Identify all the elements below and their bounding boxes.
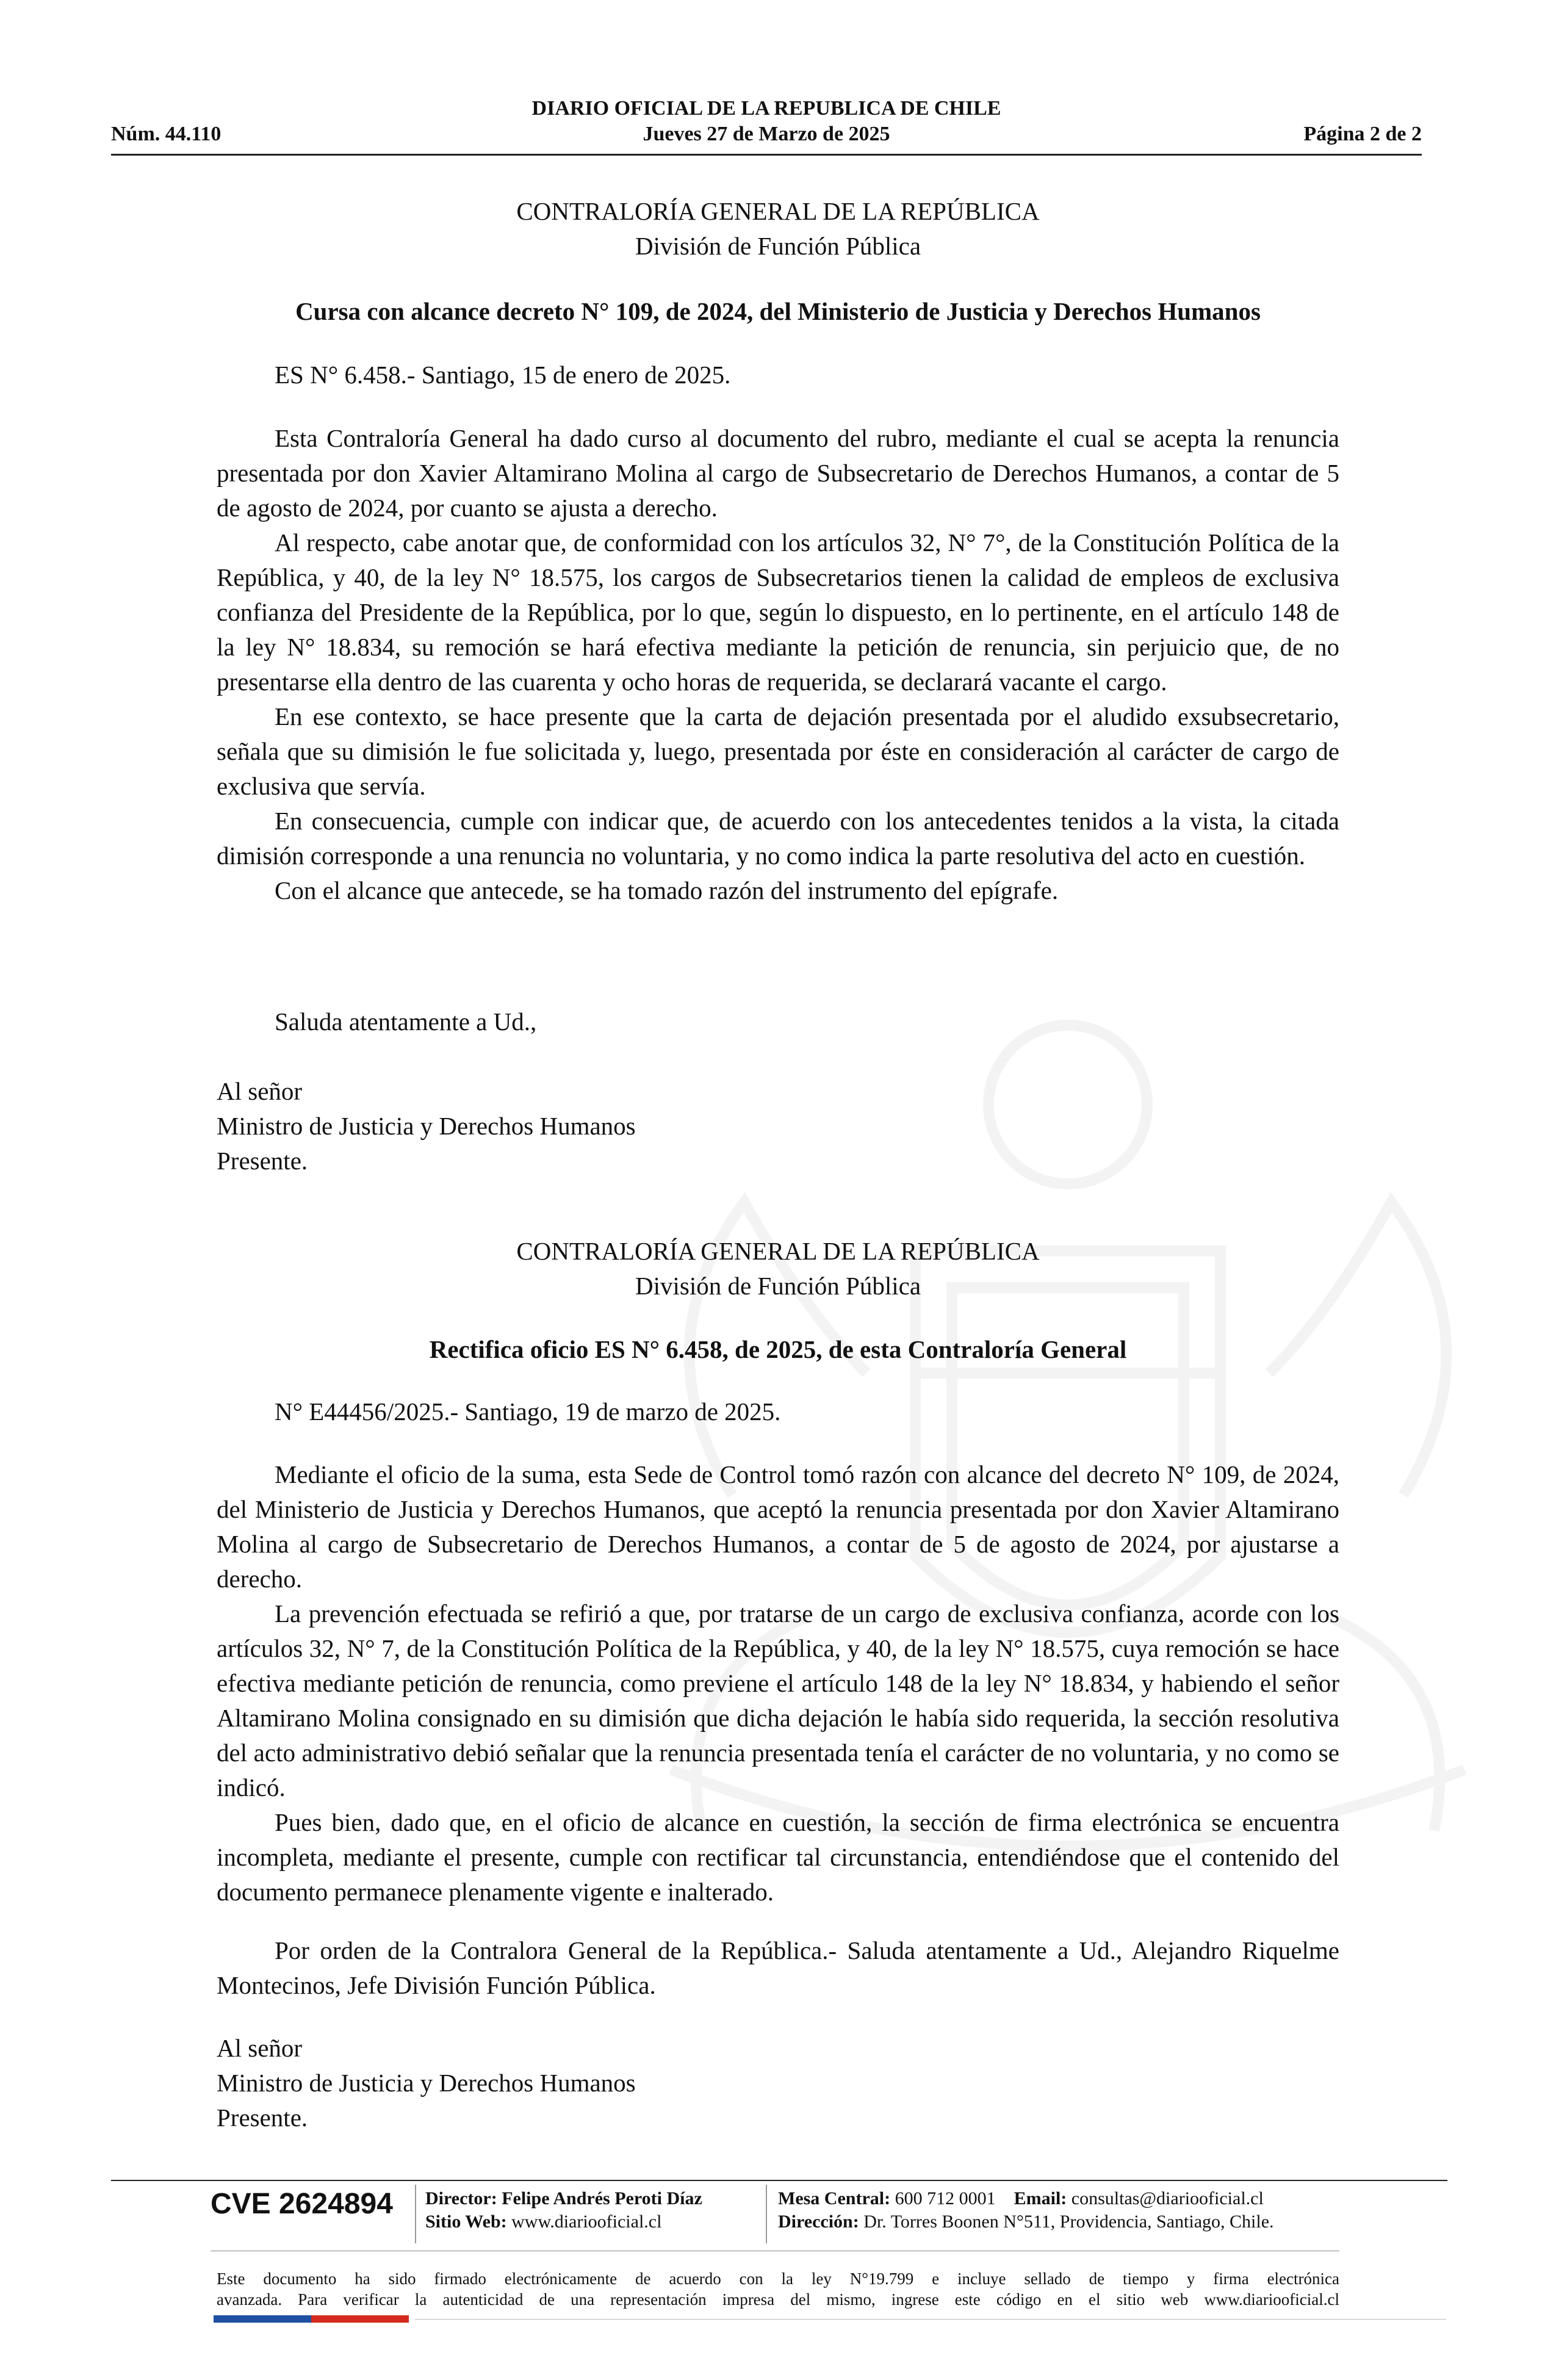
mesa-label: Mesa Central: [778,2188,891,2209]
issue-number: Núm. 44.110 [111,123,222,145]
site-link[interactable]: www.diariooficial.cl [511,2212,662,2232]
footer-director-block [425,2187,702,2234]
page-header [111,92,1422,156]
address-label: Dirección: [778,2212,859,2232]
email-label: Email: [1014,2188,1067,2209]
section2-title: Rectifica oficio ES N° 6.458, de 2025, de esta Contraloría General [429,1335,1127,1363]
institution-name: CONTRALORÍA GENERAL DE LA REPÚBLICA [516,1237,1040,1265]
institution-name: CONTRALORÍA GENERAL DE LA REPÚBLICA [516,197,1040,225]
section1-body [217,421,1339,908]
section1-closing: Saluda atentamente a Ud., [275,1008,537,1036]
addressee-line: Presente. [217,1147,308,1175]
notice-line: Este documento ha sido firmado electrónicamente de acuerdo con la ley N°19.799 e incluye sellado de tiempo y firma electrónica [217,2270,1339,2288]
mesa-phone: 600 712 0001 [895,2188,996,2209]
notice-line: avanzada. Para verificar la autenticidad de una representación impresa del mismo, ingrese este código en el sitio web www.diariooficial.cl [217,2290,1339,2309]
cve-code: CVE 2624894 [211,2188,393,2220]
section1-title: Cursa con alcance decreto N° 109, de 2024, del Ministerio de Justicia y Derechos Humanos [295,297,1261,325]
director-name: Felipe Andrés Peroti Díaz [502,2188,702,2209]
footer-contact-block [778,2187,1274,2234]
section2-reference: N° E44456/2025.- Santiago, 19 de marzo de 2025. [275,1397,781,1426]
header-divider [111,154,1422,156]
paragraph: Al respecto, cabe anotar que, de conformidad con los artículos 32, N° 7°, de la Constitución Política de la República, y 40, de la ley N° 18.575, los cargos de Subsecretarios tienen la calidad de empleos de exclusiva confianza del Presidente de la República, por lo que, según lo dispuesto, en lo pertinente, en el artículo 148 de la ley N° 18.834, su remoción se hará efectiva mediante la petición de renuncia, sin perjuicio que, de no presentarse ella dentro de las cuarenta y ocho horas de requerida, se declarará vacante el cargo. [217,528,1339,696]
paragraph: Pues bien, dado que, en el oficio de alcance en cuestión, la sección de firma electrónica se encuentra incompleta, mediante el presente, cumple con rectificar tal circunstancia, entendiéndose que el contenido del documento permanece plenamente vigente e inalterado. [217,1808,1339,1906]
director-label: Director: [425,2188,497,2209]
section2-addressee [217,2031,1339,2135]
division-name: División de Función Pública [635,1272,921,1300]
email-link[interactable]: consultas@diariooficial.cl [1071,2188,1264,2209]
footer-top-divider [111,2180,1447,2181]
section2-closing [217,1933,1339,2003]
section1-reference: ES N° 6.458.- Santiago, 15 de enero de 2025. [275,361,731,389]
publication-date: Jueves 27 de Marzo de 2025 [643,123,890,145]
paragraph: En ese contexto, se hace presente que la carta de dejación presentada por el aludido exsubsecretario, señala que su dimisión le fue solicitada y, luego, presentada por éste en consideración al carácter de cargo de exclusiva que servía. [217,702,1339,800]
paragraph: Con el alcance que antecede, se ha tomado razón del instrumento del epígrafe. [275,876,1059,904]
flag-red-segment [311,2315,409,2323]
publication-title: DIARIO OFICIAL DE LA REPUBLICA DE CHILE [531,97,1001,120]
paragraph: Esta Contraloría General ha dado curso al documento del rubro, mediante el cual se acepta la renuncia presentada por don Xavier Altamirano Molina al cargo de Subsecretario de Derechos Humanos, a contar de 5 de agosto de 2024, por cuanto se ajusta a derecho. [217,424,1339,522]
page-indicator: Página 2 de 2 [1303,123,1422,145]
paragraph: La prevención efectuada se refirió a que, por tratarse de un cargo de exclusiva confianza, acorde con los artículos 32, N° 7, de la Constitución Política de la República, y 40, de la ley N° 18.575, cuya remoción se hace efectiva mediante petición de renuncia, como previene el artículo 148 de la ley N° 18.834, y habiendo el señor Altamirano Molina consignado en su dimisión que dicha dejación le había sido requerida, la sección resolutiva del acto administrativo debió señalar que la renuncia presentada tenía el carácter de no voluntaria, y no como se indicó. [217,1599,1339,1801]
signature-notice [217,2268,1339,2310]
footer-bottom-divider [415,2319,1446,2320]
site-label: Sitio Web: [425,2212,507,2232]
paragraph: Mediante el oficio de la suma, esta Sede de Control tomó razón con alcance del decreto N° 109, de 2024, del Ministerio de Justicia y Derechos Humanos, que aceptó la renuncia presentada por don Xavier Altamirano Molina al cargo de Subsecretario de Derechos Humanos, a contar de 5 de agosto de 2024, por ajustarse a derecho. [217,1460,1339,1593]
section2-body [217,1457,1339,1909]
closing-text: Por orden de la Contralora General de la República.- Saluda atentamente a Ud., Alejandro Riquelme Montecinos, Jefe División Función Pública. [217,1936,1339,1999]
footer-separator [415,2185,416,2243]
address-text: Dr. Torres Boonen N°511, Providencia, Santiago, Chile. [863,2212,1274,2232]
paragraph: En consecuencia, cumple con indicar que, de acuerdo con los antecedentes tenidos a la vista, la citada dimisión corresponde a una renuncia no voluntaria, y no como indica la parte resolutiva del acto en cuestión. [217,807,1339,870]
addressee-line: Presente. [217,2104,308,2132]
addressee-line: Ministro de Justicia y Derechos Humanos [217,1112,636,1140]
flag-blue-segment [214,2315,311,2323]
addressee-line: Al señor [217,2034,303,2062]
addressee-line: Ministro de Justicia y Derechos Humanos [217,2069,636,2097]
footer-separator [766,2185,767,2243]
section1-addressee [217,1074,1339,1178]
section1-heading [217,194,1339,264]
addressee-line: Al señor [217,1077,303,1105]
section2-heading [217,1234,1339,1304]
division-name: División de Función Pública [635,232,921,260]
flag-stripe [214,2315,409,2323]
